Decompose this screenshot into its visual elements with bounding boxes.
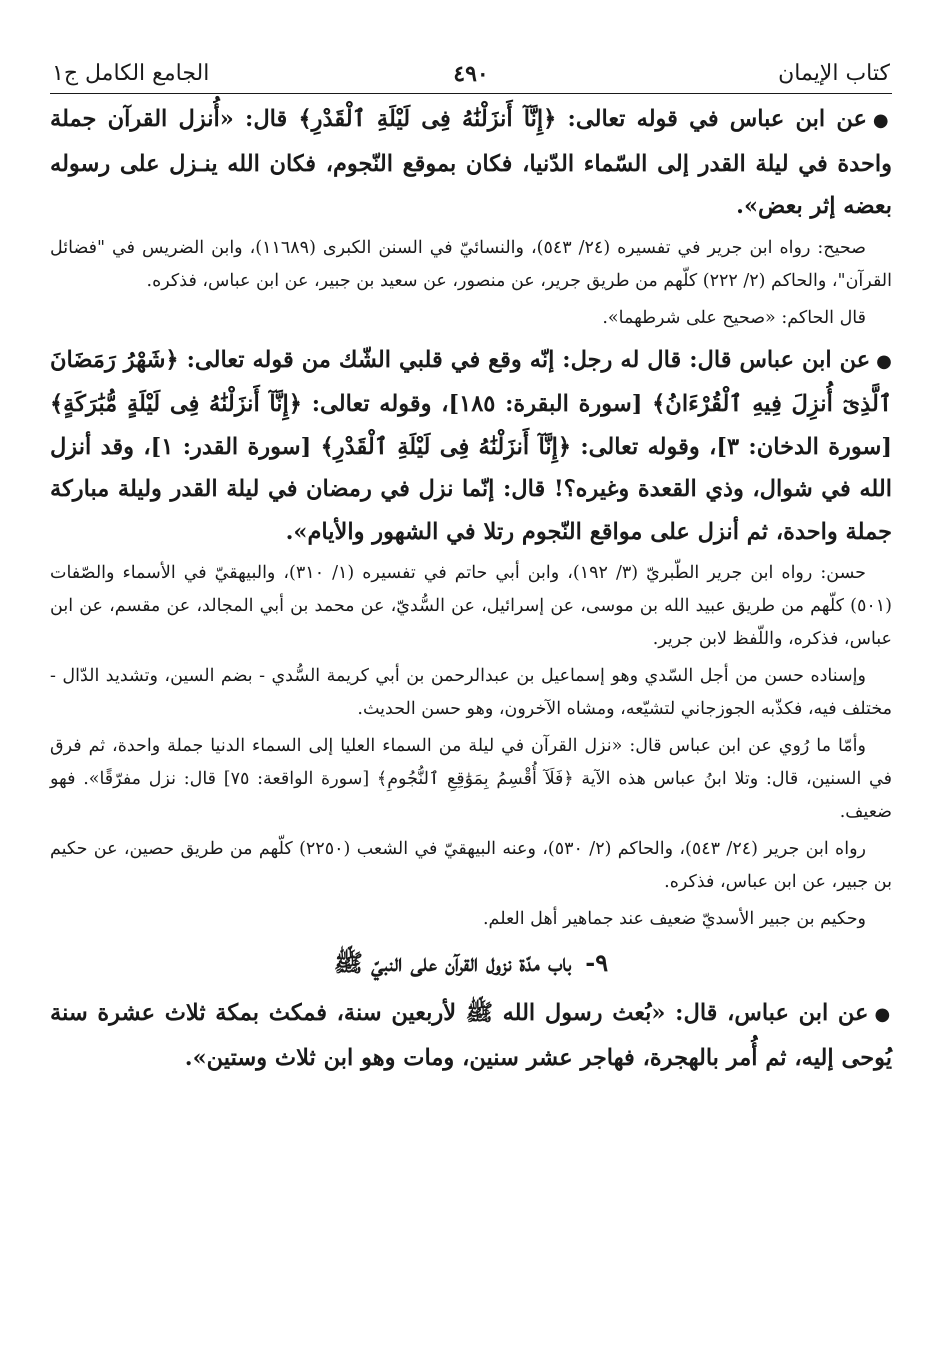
- bullet-icon: ●: [874, 1004, 892, 1025]
- book-section-title: كتاب الإيمان: [778, 61, 890, 86]
- takhrij-note: حسن: رواه ابن جرير الطّبريّ (٣/ ١٩٢)، وابن أبي حاتم في تفسيره (١/ ٣١٠)، والبيهقيّ في الأسماء والصّفات (٥٠١) كلّهم من طريق عبيد الله بن موسى، عن إسرائيل، عن السُّديّ، عن محمد بن أبي المجالد، عن مقسم، عن ابن عباس، فذكره، واللّفظ لابن جرير.: [50, 563, 892, 649]
- hadith-text: عن ابن عباس قال: قال له رجل: إنّه وقع في قلبي الشّك من قوله تعالى: ﴿شَهْرُ رَمَضَانَ ٱلَّذِىٓ أُنزِلَ فِيهِ ٱلْقُرْءَانُ﴾ [سورة البقرة: ١٨٥]، وقوله تعالى: ﴿إِنَّآ أَنزَلْنَٰهُ فِى لَيْلَةٍ مُّبَٰرَكَةٍ﴾ [سورة الدخان: ٣]، وقوله تعالى: ﴿إِنَّآ أَنزَلْنَٰهُ فِى لَيْلَةِ ٱلْقَدْرِ﴾ [سورة القدر: ١]، وقد أنزل الله في شوال، وذي القعدة وغيره؟! قال: إنّما نزل في رمضان في ليلة القدر وليلة مباركة جملة واحدة، ثم أنزل على مواقع النّجوم رتلا في الشهور والأيام».: [50, 346, 893, 545]
- takhrij-note: وإسناده حسن من أجل السّدي وهو إسماعيل بن عبدالرحمن بن أبي كريمة السُّدي - بضم السين، وتشديد الدّال - مختلف فيه، فكذّبه الجوزجاني لتشيّعه، ومشاه الآخرون، وهو حسن الحديث.: [50, 666, 892, 719]
- takhrij-note: وحكيم بن جبير الأسديّ ضعيف عند جماهير أهل العلم.: [482, 909, 866, 929]
- hadith-paragraph: [50, 98, 892, 228]
- book-page: [50, 55, 892, 1079]
- hadith-paragraph: [50, 339, 892, 554]
- takhrij-note: رواه ابن جرير (٢٤/ ٥٤٣)، والحاكم (٢/ ٥٣٠)، وعنه البيهقيّ في الشعب (٢٢٥٠) كلّهم من طريق حصين، عن حكيم بن جبير، عن ابن عباس، فذكره.: [50, 839, 892, 892]
- chapter-heading: [50, 938, 892, 988]
- hadith-text: عن ابن عباس، قال: «بُعث رسول الله ﷺ لأربعين سنة، فمكث بمكة ثلاث عشرة سنة يُوحى إليه، ثم أُمر بالهجرة، فهاجر عشر سنين، ومات وهو ابن ثلاث وستين».: [50, 1000, 892, 1071]
- chapter-title: باب مدّة نزول القرآن على النبيّ ﷺ: [333, 948, 572, 977]
- bullet-icon: ●: [876, 350, 892, 372]
- hadith-text: عن ابن عباس في قوله تعالى: ﴿إِنَّآ أَنزَلْنَٰهُ فِى لَيْلَةِ ٱلْقَدْرِ﴾ قال: «أُنزل القرآن جملة واحدة في ليلة القدر إلى السّماء الدّنيا، فكان بموقع النّجوم، فكان الله ينـزل على رسوله بعضه إثر بعض».: [50, 106, 892, 219]
- book-title: الجامع الكامل ج١: [52, 61, 210, 86]
- takhrij-note: صحيح: رواه ابن جرير في تفسيره (٢٤/ ٥٤٣)، والنسائيّ في السنن الكبرى (١١٦٨٩)، وابن الضريس في "فضائل القرآن"، والحاكم (٢/ ٢٢٢) كلّهم من طريق جرير، عن منصور، عن سعيد بن جبير، عن ابن عباس، فذكره.: [50, 237, 892, 291]
- hadith-paragraph: [50, 992, 892, 1079]
- page-number: ٤٩٠: [453, 61, 489, 87]
- chapter-number: ٩-: [585, 948, 609, 977]
- takhrij-note: قال الحاكم: «صحيح على شرطهما».: [602, 307, 866, 328]
- takhrij-note: وأمّا ما رُوي عن ابن عباس قال: «نزل القرآن في ليلة من السماء العليا إلى السماء الدنيا جملة واحدة، ثم فرق في السنين، قال: وتلا ابنُ عباس هذه الآية ﴿فَلَآ أُقْسِمُ بِمَوَٰقِعِ ٱلنُّجُومِ﴾ [سورة الواقعة: ٧٥] قال: نزل مفرّقًا». فهو ضعيف.: [50, 736, 892, 822]
- page-header: [50, 55, 892, 94]
- bullet-icon: ●: [872, 110, 892, 131]
